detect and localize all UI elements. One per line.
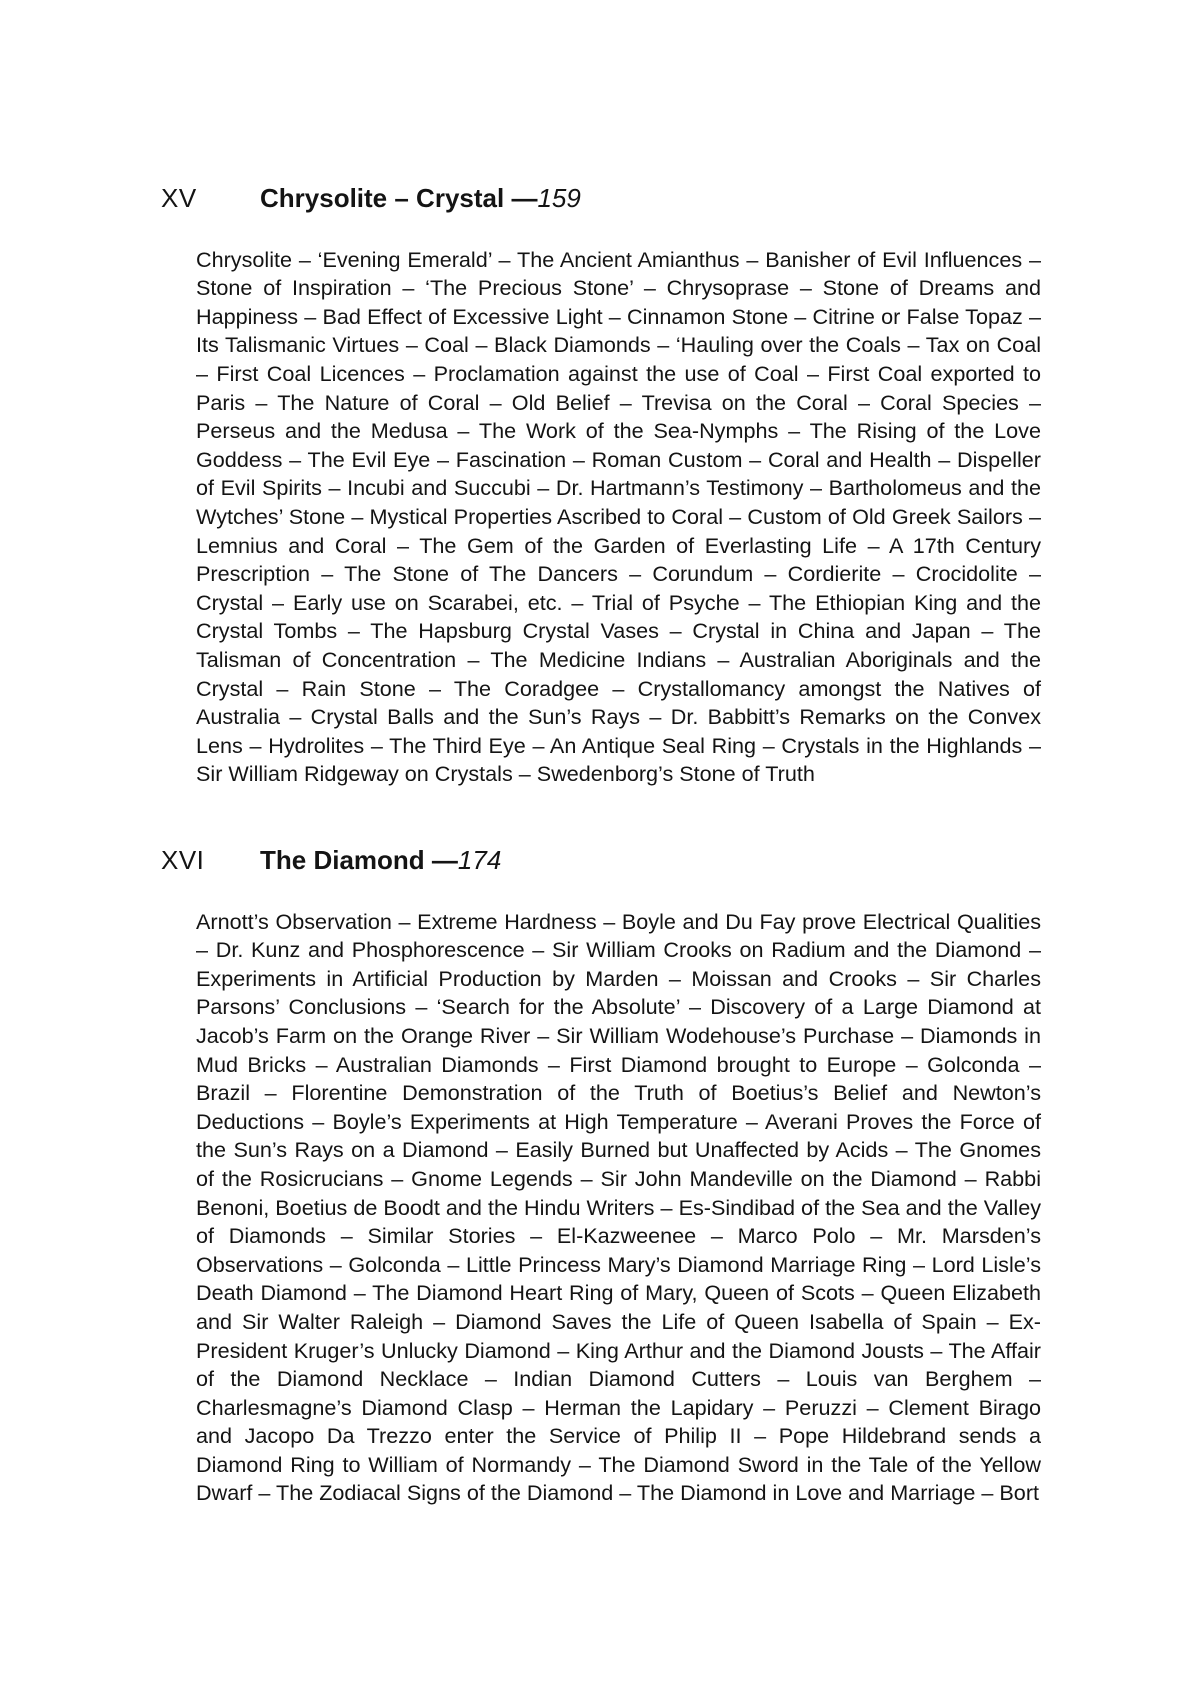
- chapter-summary: Chrysolite – ‘Evening Emerald’ – The Ancient Amianthus – Banisher of Evil Influences – Stone of Inspiration – ‘The Precious Stone’ – Chrysoprase – Stone of Dreams and Happiness – Bad Effect of Excessive Light – Cinnamon Stone – Citrine or False Topaz – Its Talismanic Virtues – Coal – Black Diamonds – ‘Hauling over the Coals – Tax on Coal – First Coal Licences – Proclamation against the use of Coal – First Coal exported to Paris – The Nature of Coral – Old Belief – Trevisa on the Coral – Coral Species – Perseus and the Medusa – The Work of the Sea-Nymphs – The Rising of the Love Goddess – The Evil Eye – Fascination – Roman Custom – Coral and Health – Dispeller of Evil Spirits – Incubi and Succubi – Dr. Hartmann’s Testimony – Bartholomeus and the Wytches’ Stone – Mystical Properties Ascribed to Coral – Custom of Old Greek Sailors – Lemnius and Coral – The Gem of the Garden of Everlasting Life – A 17th Century Prescription – The Stone of The Dancers – Corundum – Cordierite – Crocidolite – Crystal – Early use on Scarabei, etc. – Trial of Psyche – The Ethiopian King and the Crystal Tombs – The Hapsburg Crystal Vases – Crystal in China and Japan – The Talisman of Concentration – The Medicine Indians – Australian Aboriginals and the Crystal – Rain Stone – The Coradgee – Crystallomancy amongst the Natives of Australia – Crystal Balls and the Sun’s Rays – Dr. Babbitt’s Remarks on the Convex Lens – Hydrolites – The Third Eye – An Antique Seal Ring – Crystals in the Highlands – Sir William Ridgeway on Crystals – Swedenborg’s Stone of Truth: [196, 246, 1041, 787]
- chapter-title-text: Chrysolite – Crystal: [260, 183, 505, 213]
- title-dash: —: [504, 183, 538, 213]
- chapter-heading: [0, 178, 1200, 218]
- chapter-title: [260, 178, 581, 218]
- chapter-heading: [0, 840, 1200, 880]
- chapter-number: XVI: [161, 845, 205, 875]
- chapter-summary: Arnott’s Observation – Extreme Hardness – Boyle and Du Fay prove Electrical Qualities – Dr. Kunz and Phosphorescence – Sir William Crooks on Radium and the Diamond – Experiments in Artificial Production by Marden – Moissan and Crooks – Sir Charles Parsons’ Conclusions – ‘Search for the Absolute’ – Discovery of a Large Diamond at Jacob’s Farm on the Orange River – Sir William Wodehouse’s Purchase – Diamonds in Mud Bricks – Australian Diamonds – First Diamond brought to Europe – Golconda – Brazil – Florentine Demonstration of the Truth of Boetius’s Belief and Newton’s Deductions – Boyle’s Experiments at High Temperature – Averani Proves the Force of the Sun’s Rays on a Diamond – Easily Burned but Unaffected by Acids – The Gnomes of the Rosicrucians – Gnome Legends – Sir John Mandeville on the Diamond – Rabbi Benoni, Boetius de Boodt and the Hindu Writers – Es-Sindibad of the Sea and the Valley of Diamonds – Similar Stories – El-Kazweenee – Marco Polo – Mr. Marsden’s Observations – Golconda – Little Princess Mary’s Diamond Marriage Ring – Lord Lisle’s Death Diamond – The Diamond Heart Ring of Mary, Queen of Scots – Queen Elizabeth and Sir Walter Raleigh – Diamond Saves the Life of Queen Isabella of Spain – Ex-President Kruger’s Unlucky Diamond – King Arthur and the Diamond Jousts – The Affair of the Diamond Necklace – Indian Diamond Cutters – Louis van Berghem – Charlesmagne’s Diamond Clasp – Herman the Lapidary – Peruzzi – Clement Birago and Jacopo Da Trezzo enter the Service of Philip II – Pope Hildebrand sends a Diamond Ring to William of Normandy – The Diamond Sword in the Tale of the Yellow Dwarf – The Zodiacal Signs of the Diamond – The Diamond in Love and Marriage – Bort: [196, 908, 1041, 1506]
- chapter-xvi: [0, 840, 1200, 1506]
- chapter-number: XV: [161, 183, 197, 213]
- chapter-page-number: 174: [457, 845, 502, 875]
- title-dash: —: [424, 845, 458, 875]
- chapter-xv: [0, 178, 1200, 787]
- chapter-title: [260, 840, 501, 880]
- chapter-page-number: 159: [537, 183, 581, 213]
- chapter-title-text: The Diamond: [260, 845, 425, 875]
